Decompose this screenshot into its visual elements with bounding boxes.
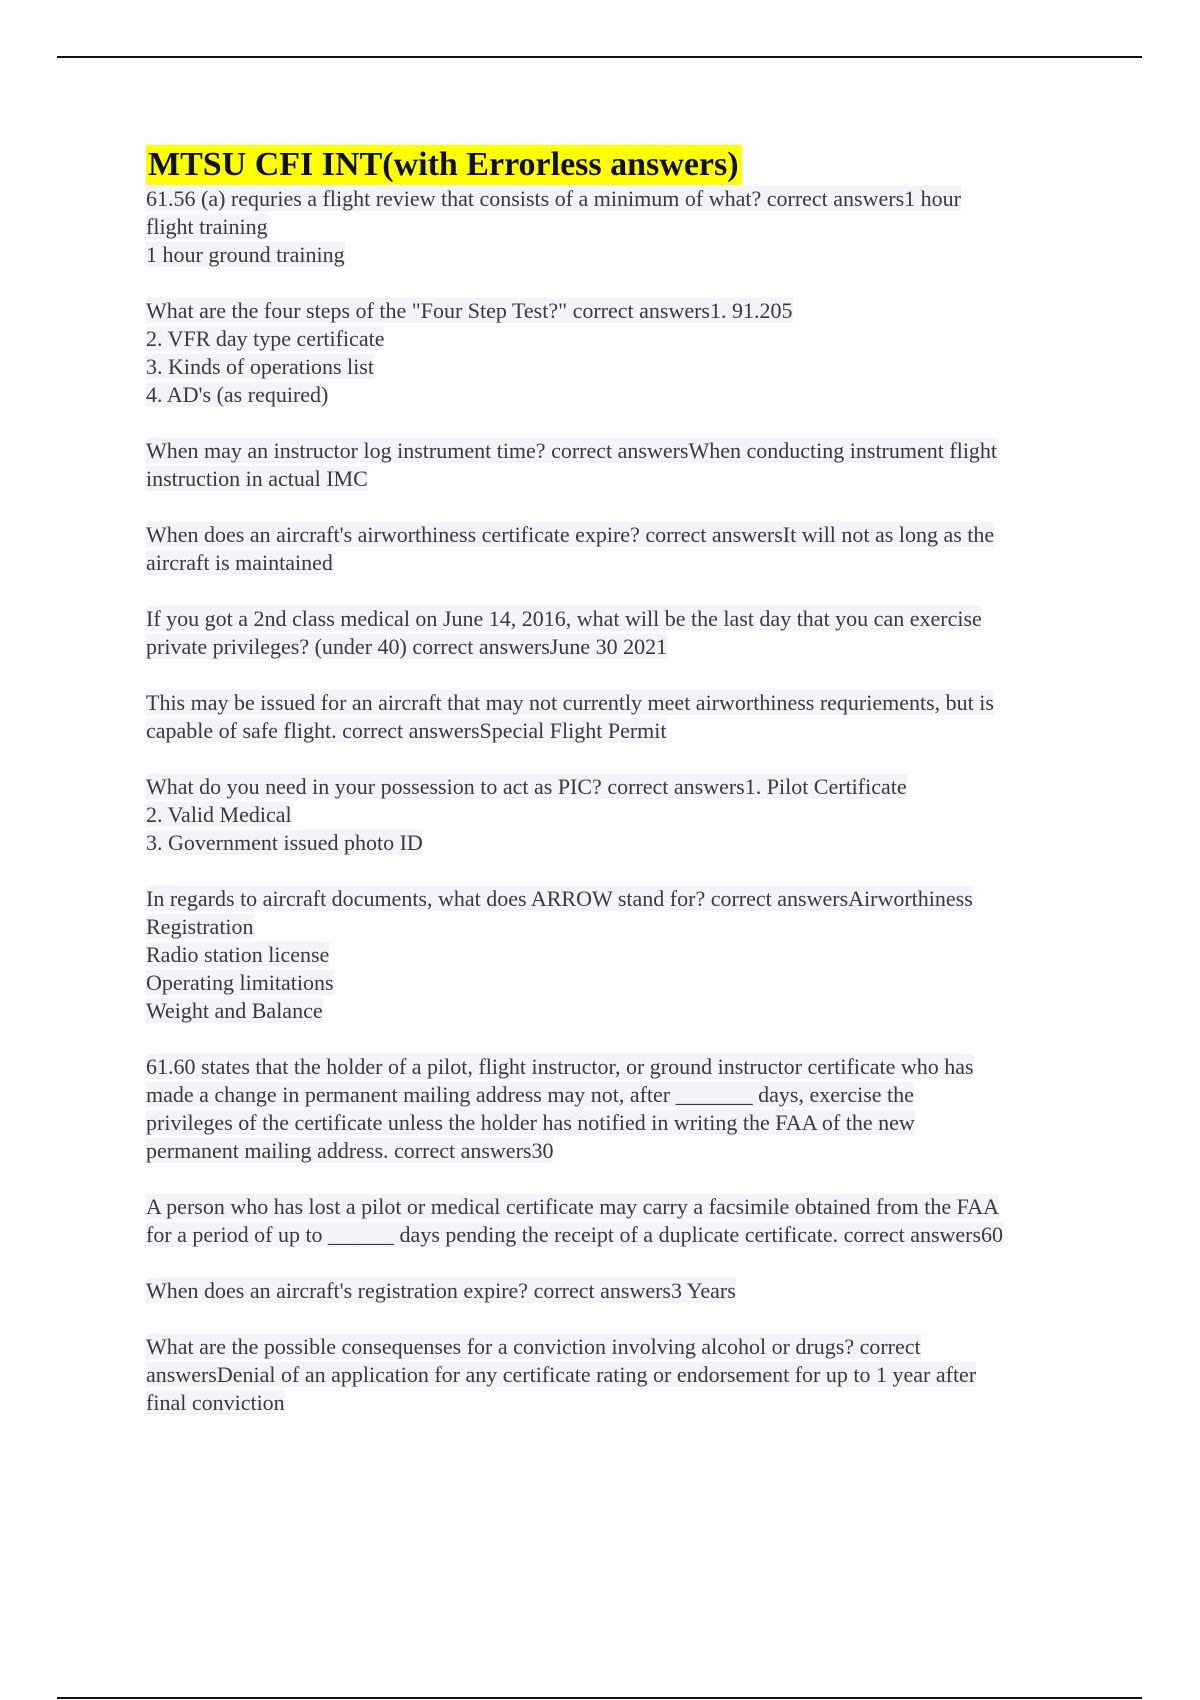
qa-line-text: 2. Valid Medical <box>146 802 292 827</box>
qa-line <box>146 773 1096 801</box>
qa-entry <box>146 605 1096 661</box>
qa-line-text: permanent mailing address. correct answers30 <box>146 1138 554 1163</box>
qa-line <box>146 829 1096 857</box>
qa-line <box>146 241 1096 269</box>
qa-line-text: 1 hour ground training <box>146 242 345 267</box>
qa-line <box>146 297 1096 325</box>
qa-line-text: aircraft is maintained <box>146 550 333 575</box>
qa-line <box>146 1109 1096 1137</box>
qa-line <box>146 353 1096 381</box>
top-rule <box>57 56 1142 58</box>
qa-entry <box>146 689 1096 745</box>
qa-line <box>146 1193 1096 1221</box>
qa-line <box>146 941 1096 969</box>
qa-line-text: flight training <box>146 214 268 239</box>
qa-line-text: Radio station license <box>146 942 330 967</box>
qa-line <box>146 1361 1096 1389</box>
qa-list <box>146 185 1096 1417</box>
document-body <box>146 145 1096 1445</box>
qa-entry <box>146 1333 1096 1417</box>
qa-line-text: Operating limitations <box>146 970 334 995</box>
qa-line-text: 4. AD's (as required) <box>146 382 329 407</box>
qa-line <box>146 1053 1096 1081</box>
qa-line <box>146 689 1096 717</box>
qa-line-text: Weight and Balance <box>146 998 323 1023</box>
qa-line-text: privileges of the certificate unless the holder has notified in writing the FAA of the new <box>146 1110 915 1135</box>
qa-line-text: answersDenial of an application for any certificate rating or endorsement for up to 1 year after <box>146 1362 977 1387</box>
qa-entry <box>146 185 1096 269</box>
qa-line-text: When does an aircraft's registration expire? correct answers3 Years <box>146 1278 736 1303</box>
qa-line-text: final conviction <box>146 1390 285 1415</box>
qa-entry <box>146 521 1096 577</box>
qa-line <box>146 381 1096 409</box>
qa-line <box>146 437 1096 465</box>
qa-line <box>146 325 1096 353</box>
qa-line <box>146 801 1096 829</box>
qa-line-text: 3. Government issued photo ID <box>146 830 423 855</box>
qa-line <box>146 1277 1096 1305</box>
qa-line <box>146 213 1096 241</box>
qa-line-text: What are the possible consequenses for a conviction involving alcohol or drugs? correct <box>146 1334 921 1359</box>
qa-line <box>146 1137 1096 1165</box>
document-title: MTSU CFI INT(with Errorless answers) <box>148 146 739 183</box>
qa-line-text: This may be issued for an aircraft that may not currently meet airworthiness requriements, but is <box>146 690 994 715</box>
bottom-rule <box>57 1697 1142 1699</box>
qa-entry <box>146 1053 1096 1165</box>
qa-line-text: 2. VFR day type certificate <box>146 326 385 351</box>
qa-line <box>146 185 1096 213</box>
qa-line-text: 3. Kinds of operations list <box>146 354 374 379</box>
qa-line-text: made a change in permanent mailing address may not, after _______ days, exercise the <box>146 1082 914 1107</box>
qa-entry <box>146 297 1096 409</box>
qa-line <box>146 717 1096 745</box>
qa-line <box>146 997 1096 1025</box>
qa-line-text: In regards to aircraft documents, what does ARROW stand for? correct answersAirworthiness <box>146 886 973 911</box>
qa-line <box>146 1333 1096 1361</box>
qa-line-text: When does an aircraft's airworthiness certificate expire? correct answersIt will not as long as the <box>146 522 995 547</box>
qa-line-text: 61.56 (a) requries a flight review that consists of a minimum of what? correct answers1 hour <box>146 186 961 211</box>
qa-line <box>146 1081 1096 1109</box>
qa-entry <box>146 1277 1096 1305</box>
qa-line <box>146 1389 1096 1417</box>
qa-line-text: When may an instructor log instrument time? correct answersWhen conducting instrument flight <box>146 438 998 463</box>
qa-line-text: instruction in actual IMC <box>146 466 368 491</box>
qa-line-text: If you got a 2nd class medical on June 14, 2016, what will be the last day that you can exercise <box>146 606 982 631</box>
qa-line <box>146 1221 1096 1249</box>
qa-line-text: What are the four steps of the "Four Step Test?" correct answers1. 91.205 <box>146 298 793 323</box>
qa-line <box>146 605 1096 633</box>
qa-line <box>146 465 1096 493</box>
qa-line <box>146 913 1096 941</box>
qa-line-text: Registration <box>146 914 254 939</box>
qa-line-text: 61.60 states that the holder of a pilot, flight instructor, or ground instructor certificate who has <box>146 1054 974 1079</box>
qa-line <box>146 633 1096 661</box>
qa-line-text: A person who has lost a pilot or medical certificate may carry a facsimile obtained from the FAA <box>146 1194 1000 1219</box>
qa-line-text: for a period of up to ______ days pending the receipt of a duplicate certificate. correct answers60 <box>146 1222 1004 1247</box>
qa-entry <box>146 885 1096 1025</box>
qa-line-text: What do you need in your possession to act as PIC? correct answers1. Pilot Certificate <box>146 774 907 799</box>
qa-entry <box>146 1193 1096 1249</box>
qa-line <box>146 549 1096 577</box>
qa-line <box>146 969 1096 997</box>
qa-line-text: private privileges? (under 40) correct answersJune 30 2021 <box>146 634 668 659</box>
qa-line-text: capable of safe flight. correct answersSpecial Flight Permit <box>146 718 667 743</box>
qa-line <box>146 521 1096 549</box>
qa-entry <box>146 437 1096 493</box>
qa-entry <box>146 773 1096 857</box>
qa-line <box>146 885 1096 913</box>
